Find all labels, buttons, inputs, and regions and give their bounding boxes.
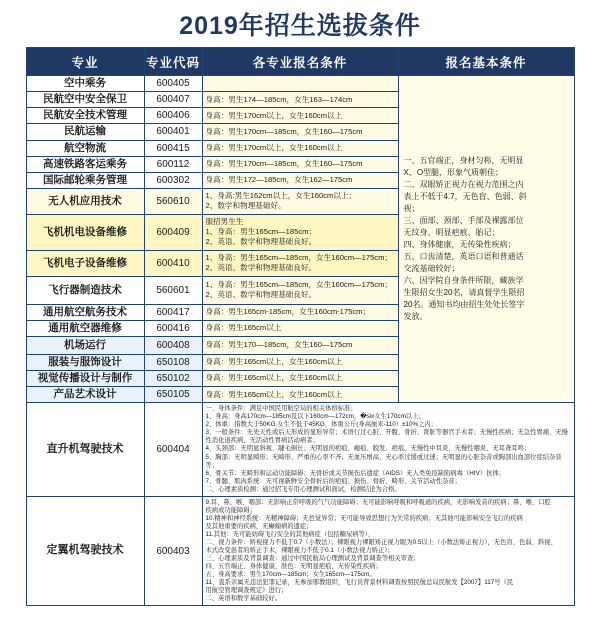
- condition-line: 身高：男生165cm以上: [205, 323, 282, 333]
- major-name: 无人机应用技术: [26, 188, 144, 214]
- condition-line: 1、身高：男生165cm—185cm；: [205, 227, 317, 237]
- major-name: 视觉传播设计与制作: [26, 371, 144, 387]
- major-code: 600403: [144, 496, 202, 606]
- major-conditions: [202, 76, 398, 92]
- condition-line: 四、五官端正、身体健康、肤色：无明显疤痕，无传染性疾病；: [205, 563, 382, 571]
- major-code: 600416: [144, 320, 202, 336]
- basic-condition-line: 交流基础较好；: [403, 264, 460, 274]
- major-conditions: [202, 403, 574, 497]
- condition-line: 2、英语、数学和物理基础良好。: [205, 290, 317, 300]
- header-basic-conditions: 报名基本条件: [398, 48, 574, 76]
- major-code: 600417: [144, 304, 202, 320]
- condition-line: 身高：男生170cm以上，女生160cm以上: [205, 110, 343, 120]
- condition-line: 身高：男生165cm以上，女生160cm以上: [205, 389, 343, 399]
- major-name: 飞机电子设备维修: [26, 250, 144, 276]
- major-conditions: [202, 250, 398, 276]
- basic-condition-line: 五、口齿清楚，英语口语和普通话: [403, 252, 524, 262]
- major-conditions: [202, 354, 398, 370]
- major-code: 600405: [144, 76, 202, 92]
- condition-line: 五、身高要求：男生170cm—185cm；女生165cm—175cm。: [205, 571, 376, 579]
- major-code: 600406: [144, 108, 202, 124]
- condition-line: 身高：男生172—185cm，女生162—175cm: [205, 175, 353, 185]
- condition-line: 11.其他：无可能妨碍飞行安全的其他病症（包括糖尿病等），: [205, 530, 375, 538]
- condition-line: 5、胸部：无明显畸形；无畸形、严重的心率不齐；无血压增高、无心率过缓或过速；无明显的心脏杂音或胸部出血部位症结杂音等；: [205, 453, 562, 469]
- major-name: 机场运行: [26, 336, 144, 354]
- basic-condition-line: 无纹身、明显疤痕、胎记；: [403, 228, 500, 238]
- major-name: 民航安全技术管理: [26, 108, 144, 124]
- condition-line: 1、身高：男生165cm—185cm，女生160cm—175cm；: [205, 279, 393, 289]
- basic-condition-line: 四、身体健康，无传染性疾病；: [403, 240, 516, 250]
- condition-line: 疾病或功能障碍；: [205, 506, 256, 514]
- major-name: 飞行器制造技术: [26, 276, 144, 304]
- table-row: [26, 403, 574, 497]
- major-name: 飞机机电设备维修: [26, 214, 144, 250]
- major-code: 560610: [144, 188, 202, 214]
- basic-condition-line: 视；: [403, 204, 420, 214]
- major-conditions: [202, 124, 398, 140]
- major-code: 560601: [144, 276, 202, 304]
- major-code: 600407: [144, 92, 202, 108]
- basic-condition-line: X、O型腿，形象气质朝佳；: [403, 168, 504, 178]
- major-code: 600112: [144, 156, 202, 172]
- page-title: 2019年招生选拔条件: [179, 12, 421, 40]
- condition-line: 术式改变患者的矫正手术，裸眼视力不低于0.1（小数法视力矫正）；: [205, 547, 394, 555]
- basic-condition-line: 发放。: [403, 312, 428, 322]
- major-name: 通用航空航务技术: [26, 304, 144, 320]
- condition-line: 6、骨关节：无畸形和运动功能障碍；无骨折或关节损伤后遗症（AIDS）无人类免疫缺陷病毒（HIV）抗体；: [205, 469, 505, 477]
- condition-line: 2、体重：指数大于50KG.女生不低于45KG，体重公斤(身高厘米-110）±10%之内；: [205, 421, 437, 429]
- condition-line: 7、骨髓、肌肉系统：无可视新鲜安全骨折后的疤痕、损伤、骨折、畸形、关节活动性杂音；: [205, 477, 461, 485]
- major-code: 600401: [144, 124, 202, 140]
- major-name: 航空物流: [26, 140, 144, 156]
- major-conditions: [202, 276, 398, 304]
- major-code: 650102: [144, 371, 202, 387]
- basic-conditions-cell: [398, 76, 574, 403]
- major-name: 服装与服饰设计: [26, 354, 144, 370]
- major-name: 民航运输: [26, 124, 144, 140]
- header-code: 专业代码: [144, 48, 202, 76]
- condition-line: 身高：男生170cm以上，女生160cm以上: [205, 142, 343, 152]
- major-name: 高速铁路客运乘务: [26, 156, 144, 172]
- major-name: 产品艺术设计: [26, 387, 144, 403]
- major-code: 600404: [144, 403, 202, 497]
- basic-condition-line: 生限招女生20名，请真督学生限招: [403, 288, 525, 298]
- major-name: 通用航空器维修: [26, 320, 144, 336]
- table-body: [26, 76, 574, 606]
- condition-line: 身高：男生165cm以上，女生160cm以上: [205, 357, 343, 367]
- condition-line: 2、数学和物理基础好。: [205, 201, 286, 211]
- major-code: 600410: [144, 250, 202, 276]
- condition-line: 10.精神和神经系统：无精神障碍；无色觉异常；无可能导致思想行为失常的疾病；无其他可能影响安全飞行的疾病: [205, 514, 523, 522]
- table-row: [26, 76, 574, 92]
- major-name: 民航空中安全保卫: [26, 92, 144, 108]
- basic-condition-line: 二、双眼矫正视力在视力范围之内: [403, 180, 524, 190]
- basic-condition-line: 三、面部、颈部、手部及裸露部位: [403, 216, 524, 226]
- condition-line: 身高：男生165cm-185cm，女生160cm-175cm；: [205, 307, 371, 317]
- condition-line: 性消化道疾病、无活动性胃病活动病者；: [205, 437, 319, 445]
- major-conditions: [202, 172, 398, 188]
- major-name: 国际邮轮乘务管理: [26, 172, 144, 188]
- major-conditions: [202, 336, 398, 354]
- basic-condition-line: 20名。通知书均由招生处处长签字: [403, 300, 525, 310]
- header-row: [26, 48, 574, 76]
- condition-line: 一、身体条件：满足中国民用航空局的相关体格标准；: [205, 405, 357, 413]
- condition-line: 二、视力条件：矫视视力不低于0.7（小数法）；裸眼视力裸眼矫正视力眼为0.5以上（小数法矫正视力），无色盲、色弱、斜视、: [205, 539, 557, 546]
- condition-line: 二、英语和数学基础较好。: [205, 595, 282, 603]
- major-name: 空中乘务: [26, 76, 144, 92]
- condition-line: 9.耳、鼻、喉、咽部：无影响正常呼吸的气气功能障碍；无可能影响呼吸和呼吸道的疾病，无影响发音的疾病；鼻、喉、口腔: [205, 498, 551, 506]
- condition-line: 身高：男生174—185cm，女生163—174cm: [205, 94, 353, 104]
- condition-line: 服招男生生: [205, 216, 244, 226]
- basic-condition-line: 六、因学院自身条件所限，藏族学: [403, 276, 524, 286]
- condition-line: 身高：男生170cm—185cm，女生160—175cm: [205, 126, 363, 136]
- major-code: 650108: [144, 354, 202, 370]
- condition-line: 用航空管理调查规定》进行；: [205, 587, 288, 595]
- condition-line: 1、身高：男生165cm—185cm，女生160cm—175cm；: [205, 252, 393, 262]
- major-name: 定翼机驾驶技术: [26, 496, 144, 606]
- condition-line: 身高：男生170—185cm，女生160—175cm: [205, 340, 353, 350]
- major-conditions: [202, 214, 398, 250]
- condition-line: 身高：男生170cm—185cm，女生160—175cm: [205, 159, 363, 169]
- major-conditions: [202, 371, 398, 387]
- table-row: [26, 496, 574, 606]
- major-conditions: [202, 496, 574, 606]
- basic-condition-line: 表上不低于4.7，无色盲、色弱、斜: [403, 192, 527, 202]
- major-conditions: [202, 156, 398, 172]
- major-code: 650105: [144, 387, 202, 403]
- condition-line: 1、身高:男生162cm以上，女生160cm以上；: [205, 191, 357, 201]
- header-conditions: 各专业报名条件: [202, 48, 398, 76]
- major-conditions: [202, 387, 398, 403]
- condition-line: 三、心理素质及背景调查：通过中国民航局心理测试及背景调查等相关审查；: [205, 555, 420, 563]
- major-code: 600409: [144, 214, 202, 250]
- condition-line: 11、直系亲属无违法犯罪记录，无参加邪教组织，飞行员背景材料调查按照民航总局民航发【2007】117号《民: [205, 579, 514, 587]
- major-conditions: [202, 188, 398, 214]
- major-code: 600408: [144, 336, 202, 354]
- basic-condition-line: 一、五官端正，身材匀称，无明显: [403, 156, 524, 166]
- major-conditions: [202, 108, 398, 124]
- major-code: 600302: [144, 172, 202, 188]
- condition-line: 2、英语、数学和物理基础良好。: [205, 263, 317, 273]
- condition-line: 4、头颈部：无明显斜视、睫毛倒长；无明显的疤痕、瘢痕、脱发、疤痕。无慢性中耳炎、无慢性咽炎、无耳聋耳鸣；: [205, 445, 531, 453]
- condition-line: 二、心理素质检测：通过招飞专用心理测试和面试，检测结论为合格。: [205, 485, 401, 493]
- condition-line: 及其他重要的疾病，无癫痫病的遗症；: [205, 522, 313, 530]
- major-conditions: [202, 140, 398, 156]
- major-conditions: [202, 320, 398, 336]
- condition-line: 3、一般条件：无先天性或后天形成的显形异常；术语行过心脏、开腹、骨折、肾脏等器官手术者；无慢性疾病；无急性胃痛、无慢: [205, 429, 568, 437]
- major-conditions: [202, 92, 398, 108]
- header-major: 专业: [26, 48, 144, 76]
- condition-line: 身高：男生165cm以上，女生160cm以上: [205, 373, 343, 383]
- admission-conditions-table: [26, 47, 575, 606]
- major-conditions: [202, 304, 398, 320]
- major-code: 600415: [144, 140, 202, 156]
- major-name: 直升机驾驶技术: [26, 403, 144, 497]
- condition-line: 2、英语、数学和物理基础良好。: [205, 237, 317, 247]
- table-head: [26, 48, 574, 76]
- condition-line: 1、身高：身高170cm—185cm及以下160cm—172cm，�six女生170cm以上；: [205, 413, 425, 421]
